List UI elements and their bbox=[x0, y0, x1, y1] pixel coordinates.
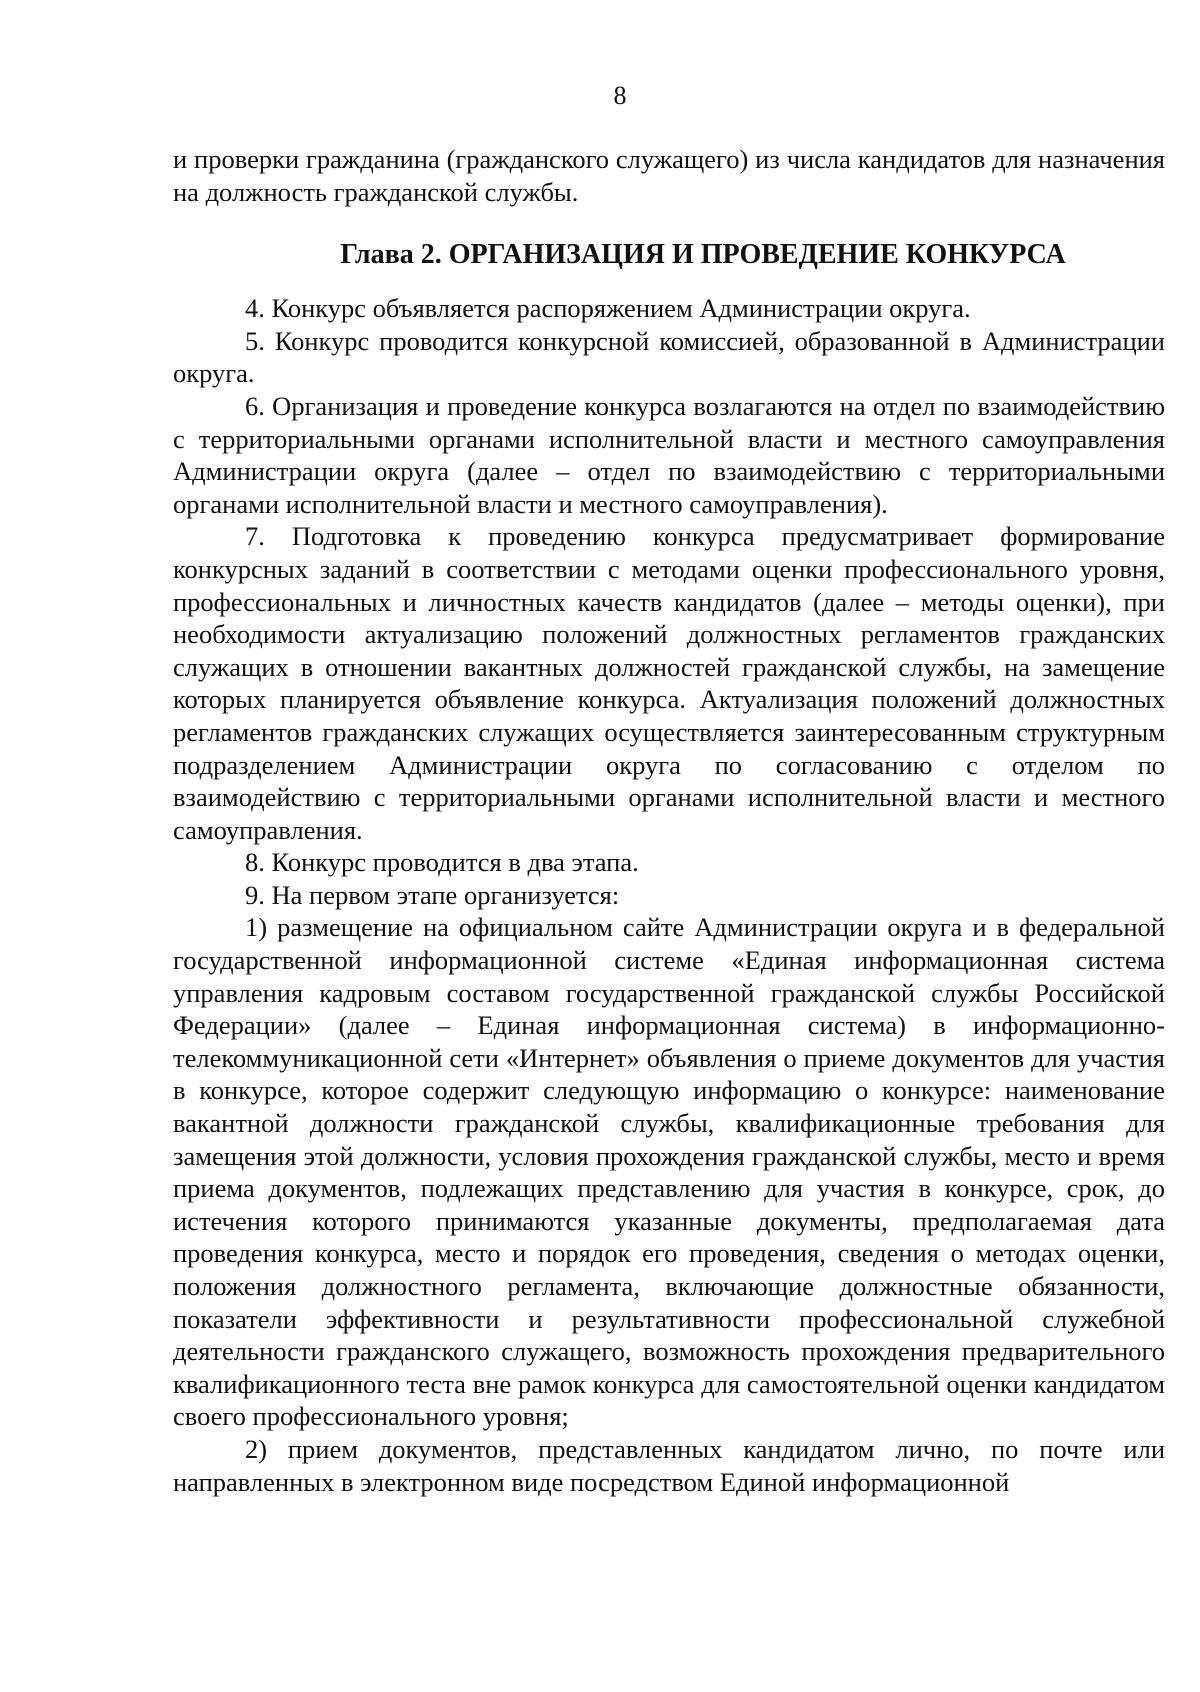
paragraph-4: 4. Конкурс объявляется распоряжением Администрации округа. bbox=[245, 293, 971, 324]
paragraph-9: 9. На первом этапе организуется: bbox=[245, 879, 620, 910]
paragraph-6: 6. Организация и проведение конкурса возлагаются на отдел по взаимодействию с территориальными органами исполнительной власти и местного самоуправления Администрации округа (далее – отдел по взаимодействию с территориальными органами исполнительной власти и местного самоуправления). bbox=[173, 390, 1165, 519]
paragraph-8: 8. Конкурс проводится в два этапа. bbox=[245, 847, 639, 878]
subitem-2: 2) прием документов, представленных кандидатом лично, по почте или направленных в электронном виде посредством Единой информационной bbox=[173, 1433, 1165, 1497]
page-number: 8 bbox=[613, 81, 627, 110]
intro-paragraph: и проверки гражданина (гражданского служащего) из числа кандидатов для назначения на должность гражданской службы. bbox=[173, 144, 1165, 207]
paragraph-5: 5. Конкурс проводится конкурсной комиссией, образованной в Администрации округа. bbox=[173, 325, 1165, 389]
chapter-heading: Глава 2. ОРГАНИЗАЦИЯ И ПРОВЕДЕНИЕ КОНКУРСА bbox=[340, 239, 1066, 271]
document-body bbox=[173, 143, 1165, 1498]
subitem-1: 1) размещение на официальном сайте Администрации округа и в федеральной государственной информационной системе «Единая информационная система управления кадровым составом государственной гражданской службы Российской Федерации» (далее – Единая информационная система) в информационно-телекоммуникационной сети «Интернет» объявления о приеме документов для участия в конкурсе, которое содержит следующую информацию о конкурсе: наименование вакантной должности гражданской службы, квалификационные требования для замещения этой должности, условия прохождения гражданской службы, место и время приема документов, подлежащих представлению для участия в конкурсе, срок, до истечения которого принимаются указанные документы, предполагаемая дата проведения конкурса, место и порядок его проведения, сведения о методах оценки, положения должностного регламента, включающие должностные обязанности, показатели эффективности и результативности профессиональной служебной деятельности гражданского служащего, возможность прохождения предварительного квалификационного теста вне рамок конкурса для самостоятельной оценки кандидатом своего профессионального уровня; bbox=[173, 912, 1165, 1432]
paragraph-7: 7. Подготовка к проведению конкурса предусматривает формирование конкурсных заданий в соответствии с методами оценки профессионального уровня, профессиональных и личностных качеств кандидатов (далее – методы оценки), при необходимости актуализацию положений должностных регламентов гражданских служащих в отношении вакантных должностей гражданской службы, на замещение которых планируется объявление конкурса. Актуализация положений должностных регламентов гражданских служащих осуществляется заинтересованным структурным подразделением Администрации округа по согласованию с отделом по взаимодействию с территориальными органами исполнительной власти и местного самоуправления. bbox=[173, 521, 1165, 845]
